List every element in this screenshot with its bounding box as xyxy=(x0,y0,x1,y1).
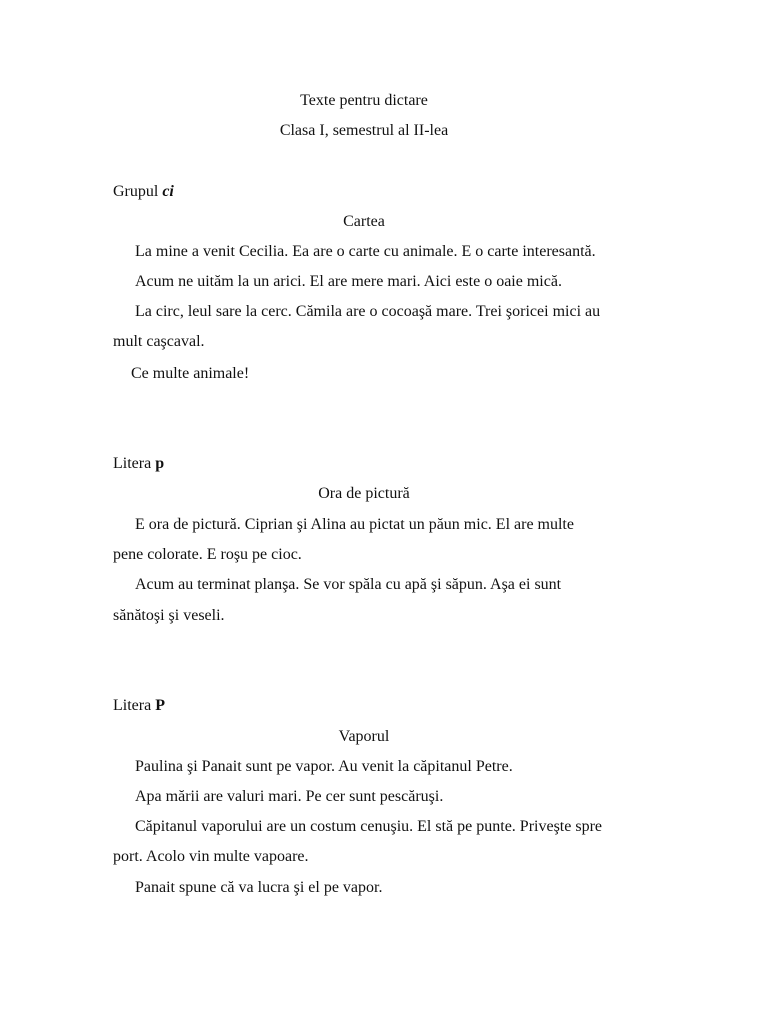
document-title: Texte pentru dictare xyxy=(300,92,428,109)
paragraph-line: Acum ne uităm la un arici. El are mere mari. Aici este o oaie mică. xyxy=(135,273,562,290)
paragraph-line: Apa mării are valuri mari. Pe cer sunt pescăruşi. xyxy=(135,788,444,805)
section-label-emphasis: ci xyxy=(162,183,174,200)
paragraph-line: La mine a venit Cecilia. Ea are o carte cu animale. E o carte interesantă. xyxy=(135,243,596,260)
section-label-prefix: Grupul xyxy=(113,183,163,200)
paragraph-line: La circ, leul sare la cerc. Cămila are o cocoaşă mare. Trei şoricei mici au xyxy=(135,303,601,320)
paragraph-line: port. Acolo vin multe vapoare. xyxy=(113,848,309,865)
paragraph-line: E ora de pictură. Ciprian şi Alina au pictat un păun mic. El are multe xyxy=(135,516,574,533)
paragraph-line: pene colorate. E roşu pe cioc. xyxy=(113,546,302,563)
story-title-ora-de-pictura: Ora de pictură xyxy=(318,485,410,502)
paragraph-line: Panait spune că va lucra şi el pe vapor. xyxy=(135,879,383,896)
paragraph-line: Ce multe animale! xyxy=(131,365,250,382)
document-subtitle: Clasa I, semestrul al II-lea xyxy=(279,122,449,139)
paragraph-line: Paulina şi Panait sunt pe vapor. Au venit la căpitanul Petre. xyxy=(135,758,513,775)
story-title-cartea: Cartea xyxy=(343,213,385,230)
paragraph-line: sănătoşi şi veseli. xyxy=(113,607,225,624)
section-label-grupul-ci xyxy=(113,182,174,202)
section-label-litera-P xyxy=(113,696,165,716)
section-label-emphasis: p xyxy=(155,455,165,472)
paragraph-line: Căpitanul vaporului are un costum cenuşiu. El stă pe punte. Priveşte spre xyxy=(135,818,602,835)
section-label-emphasis: P xyxy=(155,697,165,714)
story-title-vaporul: Vaporul xyxy=(338,728,390,745)
section-label-prefix: Litera xyxy=(113,455,156,472)
section-label-litera-p xyxy=(113,454,164,474)
section-label-prefix: Litera xyxy=(113,697,156,714)
paragraph-line: Acum au terminat planşa. Se vor spăla cu apă şi săpun. Aşa ei sunt xyxy=(135,576,562,593)
paragraph-line: mult caşcaval. xyxy=(113,333,205,350)
